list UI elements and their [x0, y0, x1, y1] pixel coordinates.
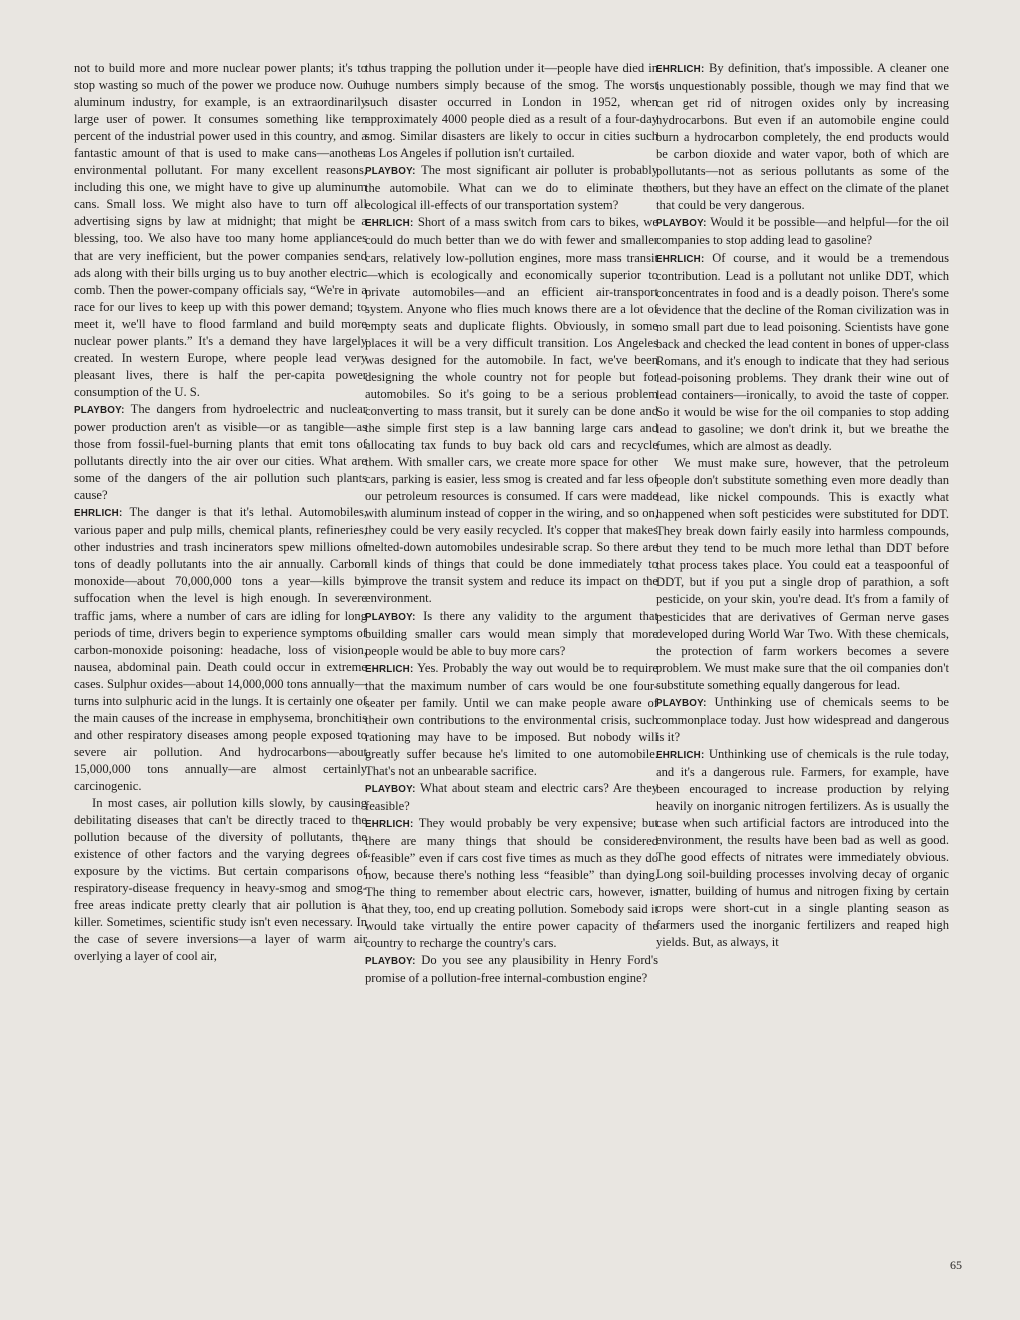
speaker-label: EHRLICH: — [656, 253, 705, 265]
paragraph-text: The dangers from hydroelectric and nuclear power production aren't as visible—or as tangible—as those from fossil-fuel-burning plants that emit tons of pollutants directly into the air over our cities. What are some of the dangers of the air pollution such plants cause? — [74, 401, 367, 503]
paragraph-text: The danger is that it's lethal. Automobiles, various paper and pulp mills, chemical plants, refineries, other industries and trash incinerators spew millions of tons of deadly pollutants into the air annually. Carbon monoxide—about 70,000,000 tons a year—kills by suffocation when the level is high enough. In severe traffic jams, where a number of cars are idling for long periods of time, drivers begin to experience symptoms of carbon-monoxide poisoning: headache, loss of vision, nausea, abdominal pain. Death could occur in extreme cases. Sulphur oxides—about 14,000,000 tons annually—turns into sulphuric acid in the lungs. It is certainly one of the main causes of the increase in emphysema, bronchitis and other respiratory diseases among people exposed to severe air pollution. And hydrocarbons—about 15,000,000 tons annually—are almost certainly carcinogenic. — [74, 505, 368, 793]
paragraph-text: not to build more and more nuclear power plants; it's to stop wasting so much of the power we produce now. Our aluminum industry, for example, is an extraordinarily large user of power. It consumes something like ten percent of the industrial power used in this country, and a fantastic amount of that is used to make cans—another environmental pollutant. For many excellent reasons, including this one, we might have to give up aluminum cans. Small loss. We might also have to turn off all advertising signs by law at midnight; that might be a blessing, too. We also have too many home appliances that are very inefficient, but the power companies send ads along with their bills urging us to buy another electric comb. Then the power-company officials say, “We're in a race for our lives to keep up with this power demand; to meet it, we'll have to flood farmland and build more nuclear power plants.” It's a demand they have largely created. In western Europe, where people lead very pleasant lives, there is half the per-capita power consumption of the U. S. — [74, 61, 367, 399]
paragraph-text: What about steam and electric cars? Are they feasible? — [365, 780, 658, 814]
paragraph — [365, 952, 658, 987]
speaker-label: EHRLICH: — [365, 663, 414, 675]
paragraph-text: They would probably be very expensive; but there are many things that should be considered “feasible” even if cars cost five times as much as they do now, because there's nothing less “feasible” than dying. The thing to remember about electric cars, however, is that they, too, end up creating pollution. Somebody said it would take virtually the entire power capacity of the country to recharge the country's cars. — [365, 816, 659, 951]
speaker-label: PLAYBOY: — [365, 956, 416, 968]
speaker-label: EHRLICH: — [74, 508, 123, 520]
paragraph-text: Would it be possible—and helpful—for the oil companies to stop adding lead to gasoline? — [656, 215, 950, 248]
speaker-label: PLAYBOY: — [74, 404, 125, 416]
speaker-label: PLAYBOY: — [656, 218, 707, 230]
text-column-3 — [656, 60, 949, 951]
paragraph — [74, 504, 367, 795]
speaker-label: EHRLICH: — [365, 819, 414, 831]
paragraph — [365, 214, 658, 607]
speaker-label: PLAYBOY: — [365, 783, 416, 795]
paragraph-text: In most cases, air pollution kills slowly, by causing debilitating diseases that can't be directly traced to the pollution because of the diversity of pollutants, the existence of other factors and the varying degrees of exposure by the victims. But certain comparisons of respiratory-disease frequency in heavy-smog and smog-free areas indicate pretty clearly that air pollution is a killer. Sometimes, scientific study isn't even necessary. In the case of severe inversions—a layer of warm air overlying a layer of cool air, — [74, 796, 367, 964]
page-number: 65 — [950, 1258, 962, 1272]
paragraph — [74, 60, 367, 401]
paragraph — [656, 746, 949, 952]
paragraph — [74, 401, 367, 504]
paragraph — [365, 608, 658, 660]
paragraph — [656, 214, 949, 249]
paragraph — [365, 60, 658, 162]
paragraph — [656, 250, 949, 456]
paragraph-text: Do you see any plausibility in Henry Ford's promise of a pollution-free internal-combustion engine? — [365, 953, 658, 986]
text-column-2 — [365, 60, 658, 988]
paragraph-text: thus trapping the pollution under it—people have died in huge numbers simply because of the smog. The worst such disaster occurred in London in 1952, when approximately 4000 people died as a result of a four-day smog. Similar disasters are likely to occur in cities such as Los Angeles if pollution isn't curtailed. — [365, 61, 658, 161]
paragraph — [365, 162, 658, 214]
paragraph — [656, 60, 949, 214]
speaker-label: PLAYBOY: — [365, 611, 416, 623]
speaker-label: PLAYBOY: — [365, 166, 416, 178]
paragraph-text: Of course, and it would be a tremendous contribution. Lead is a pollutant not unlike DDT, which concentrates in food and is a deadly poison. There's some evidence that the decline of the Roman civilization was in no small part due to lead poisoning. Scientists have gone back and checked the lead content in bones of upper-class Romans, and it's enough to indicate that they had serious lead-poisoning problems. They drank their wine out of lead containers—ironically, to avoid the taste of copper. So it would be wise for the oil companies to stop adding lead to gasoline; we don't drink it, but we breathe the fumes, which are almost as deadly. — [656, 250, 949, 454]
paragraph-text: We must make sure, however, that the petroleum people don't substitute something even more deadly than lead, like nickel compounds. This is exactly what happened when soft pesticides were substituted for DDT. They break down fairly easily into harmless compounds, but they tend to be much more lethal than DDT before that process takes place. You could eat a teaspoonful of DDT, but if you put a single drop of parathion, a soft pesticide, on your skin, you're dead. It's from a family of pesticides that are derivatives of German nerve gases developed during World War Two. With these chemicals, the protection of farm workers becomes a severe problem. We must make sure that the oil companies don't substitute something equally dangerous for lead. — [656, 456, 949, 692]
paragraph-text: The most significant air polluter is probably the automobile. What can we do to eliminate the ecological ill-effects of our transportation system? — [365, 163, 659, 213]
speaker-label: EHRLICH: — [365, 218, 414, 230]
speaker-label: PLAYBOY: — [656, 697, 707, 709]
speaker-label: EHRLICH: — [656, 64, 705, 75]
paragraph-text: By definition, that's impossible. A cleaner one is unquestionably possible, though we may find that we can get rid of nitrogen oxides only by increasing hydrocarbons. But even if an automobile engine could burn a hydrocarbon completely, the end products would be carbon dioxide and water vapor, both of which are pollutants—not as serious pollutants as some of the others, but they have an effect on the climate of the planet that could be very dangerous. — [656, 61, 950, 213]
paragraph-text: Is there any validity to the argument that building smaller cars would mean simply that more people would be able to buy more cars? — [365, 608, 658, 658]
paragraph-text: Unthinking use of chemicals seems to be commonplace today. Just how widespread and dangerous is it? — [656, 694, 949, 744]
paragraph — [365, 660, 658, 780]
paragraph-text: Short of a mass switch from cars to bikes, we could do much better than we do with fewer and smaller cars, relatively low-pollution engines, more mass transit—which is ecologically and economically superior to private automobiles—and an efficient air-transport system. Anyone who flies much knows there are a lot of empty seats and duplicate flights. Obviously, in some places it will be a very difficult transition. Los Angeles was designed for the automobile. In fact, we've been designing the whole country not for people but for automobiles. So it's going to be a serious problem converting to mass transit, but it surely can be done and the simple first step is a law banning large cars and allocating tax funds to buy back old cars and recycle them. With smaller cars, we create more space for other cars, parking is easier, less smog is created and far less of our petroleum resources is consumed. If cars were made with aluminum instead of copper in the wiring, and so on, they could be very easily recycled. It's copper that makes melted-down automobiles undesirable scrap. So there are all kinds of things that could be done immediately to improve the transit system and reduce its impact on the environment. — [365, 215, 658, 606]
paragraph-text: Unthinking use of chemicals is the rule today, and it's a dangerous rule. Farmers, for example, have been encouraged to increase production by relying heavily on inorganic nitrogen fertilizers. As is usually the case when such artificial factors are introduced into the environment, the results have been bad as well as good. The good effects of nitrates were immediately obvious. Long soil-building processes involving decay of organic matter, building of humus and nitrogen fixing by certain crops were short-cut in a single planting season as farmers used the inorganic fertilizers and reaped high yields. But, as always, it — [656, 746, 950, 950]
speaker-label: EHRLICH: — [656, 749, 705, 761]
paragraph — [365, 815, 658, 952]
paragraph — [656, 455, 949, 694]
text-column-1 — [74, 60, 367, 965]
paragraph — [365, 780, 658, 815]
paragraph — [656, 694, 949, 746]
paragraph-text: Yes. Probably the way out would be to require that the maximum number of cars would be one four-seater per family. Until we can make people aware of their own contributions to the environmental crisis, such rationing may have to be imposed. But nobody will greatly suffer because he's limited to one automobile. That's not an unbearable sacrifice. — [365, 660, 658, 778]
paragraph — [74, 795, 367, 965]
